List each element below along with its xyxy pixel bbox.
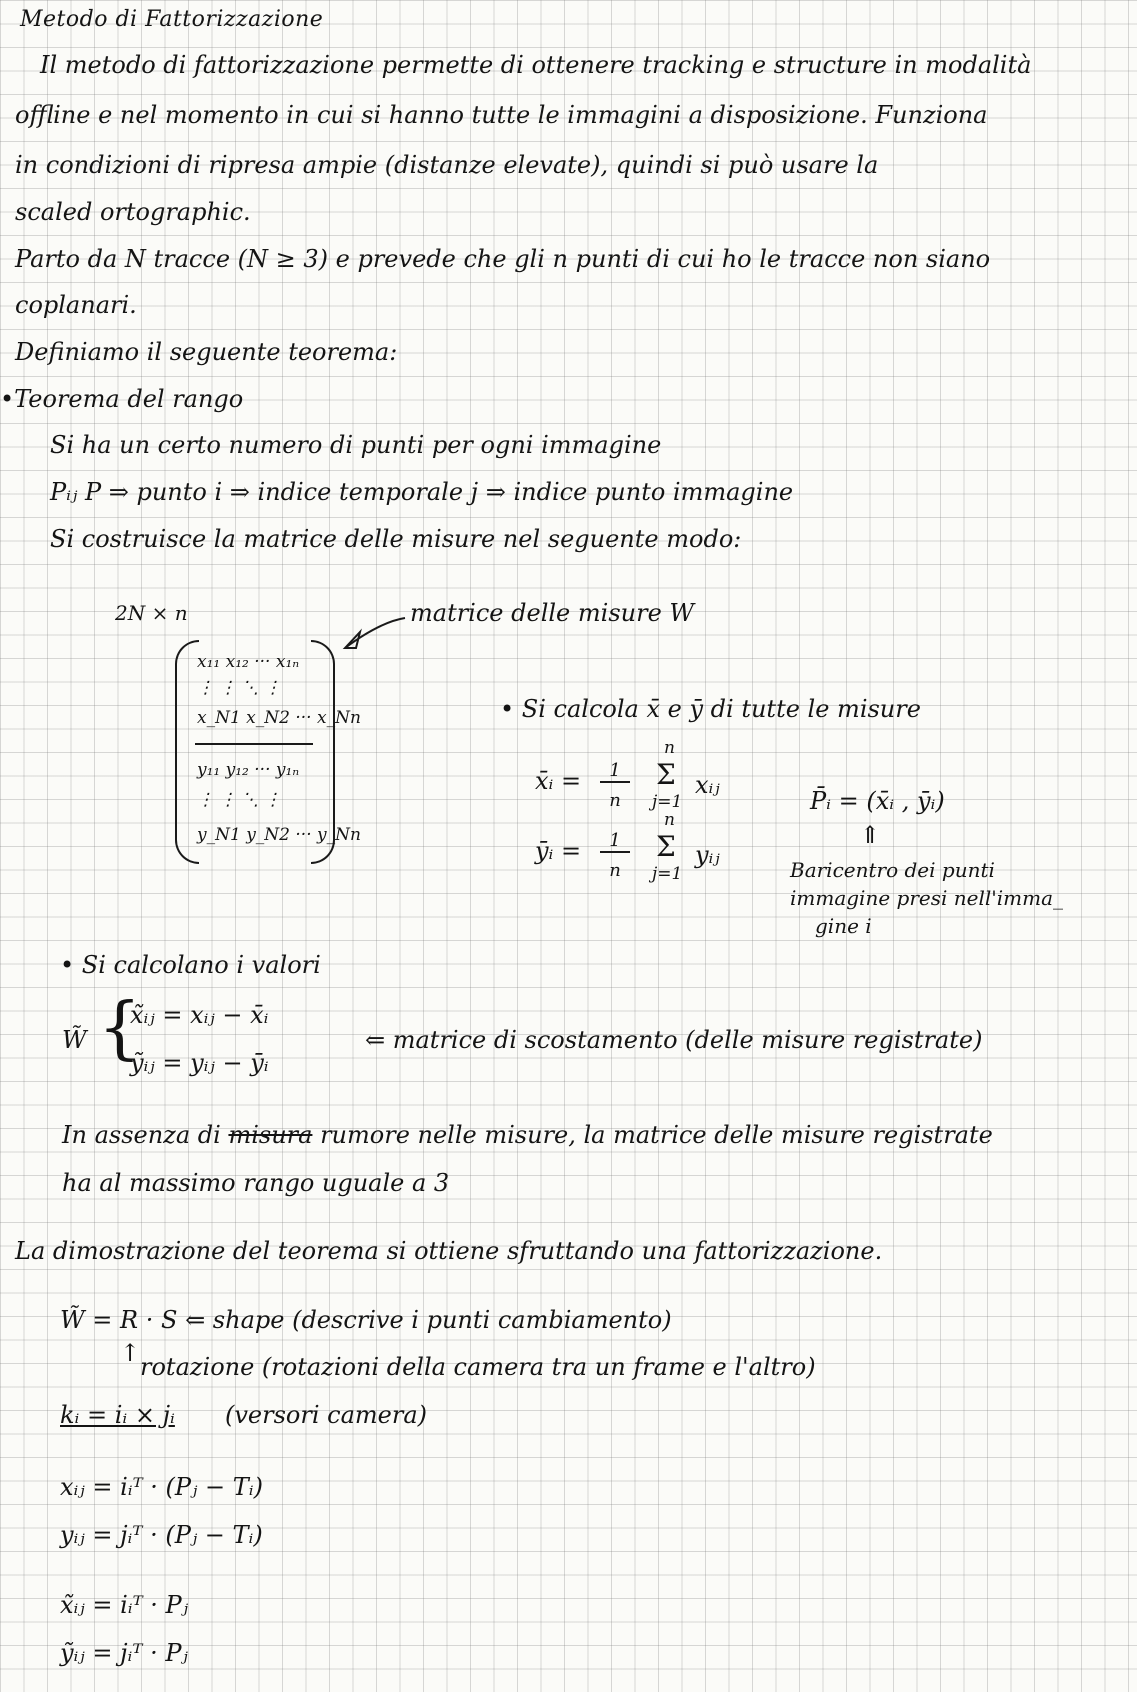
mean-y-frac-num: 1 [600,830,630,853]
mean-x-sum-top: n [664,738,675,758]
centroid-note-1: Baricentro dei punti [790,858,995,882]
theorem-line-3: Si costruisce la matrice delle misure nel seguente modo: [50,525,742,553]
mean-bullet: • Si calcola x̄ e ȳ di tutte le misure [500,695,921,723]
mean-y-sum-bottom: j=1 [652,864,683,884]
matrix-row-y-dots: ⋮ ⋮ ⋱ ⋮ [197,790,282,810]
matrix-row-y-first: y₁₁ y₁₂ ··· y₁ₙ [197,760,300,780]
mean-y-sigma: Σ [656,830,676,863]
matrix-row-x-dots: ⋮ ⋮ ⋱ ⋮ [197,678,282,698]
proof-intro: La dimostrazione del teorema si ottiene sfruttando una fattorizzazione. [15,1237,883,1265]
proof-arrow: ↑ [120,1339,141,1367]
mean-x-frac-num: 1 [600,760,630,783]
values-note: ⇐ matrice di scostamento (delle misure registrate) [365,1026,983,1054]
mean-x-sum-bottom: j=1 [652,792,683,812]
proof-rotation: rotazione (rotazioni della camera tra un frame e l'altro) [140,1353,816,1381]
matrix-row-y-last: y_N1 y_N2 ··· y_Nn [197,825,361,845]
intro-line-6: coplanari. [15,291,137,319]
mean-x-sigma: Σ [656,758,676,791]
intro-line-3: in condizioni di ripresa ampie (distanze elevate), quindi si può usare la [15,151,879,179]
rank-line-1: In assenza di misura rumore nelle misure, la matrice delle misure registrate [62,1121,993,1149]
theorem-line-2: Pᵢⱼ P ⇒ punto i ⇒ indice temporale j ⇒ indice punto immagine [50,478,794,506]
intro-line-5: Parto da N tracce (N ≥ 3) e prevede che gli n punti di cui ho le tracce non siano [15,245,991,273]
theorem-line-1: Si ha un certo numero di punti per ogni immagine [50,431,662,459]
proof-y: yᵢⱼ = jᵢᵀ · (Pⱼ − Tᵢ) [60,1521,263,1549]
intro-line-4: scaled ortographic. [15,198,251,226]
proof-x-tilde: x̃ᵢⱼ = iᵢᵀ · Pⱼ [60,1591,189,1619]
values-eq-x: x̃ᵢⱼ = xᵢⱼ − x̄ᵢ [130,1001,269,1029]
matrix-row-x-last: x_N1 x_N2 ··· x_Nn [197,708,361,728]
mean-y-frac-den: n [609,860,621,881]
page-title: Metodo di Fattorizzazione [20,7,324,32]
proof-k-note: (versori camera) [225,1401,427,1429]
proof-factorization: W̃ = R · S ⇐ shape (descrive i punti cambiamento) [60,1306,672,1334]
rank-line-2: ha al massimo rango uguale a 3 [62,1169,450,1197]
proof-x: xᵢⱼ = iᵢᵀ · (Pⱼ − Tᵢ) [60,1473,263,1501]
values-eq-y: ỹᵢⱼ = yᵢⱼ − ȳᵢ [130,1049,269,1077]
centroid-note-3: gine i [815,914,872,938]
mean-x-frac-den: n [609,790,621,811]
proof-y-tilde: ỹᵢⱼ = jᵢᵀ · Pⱼ [60,1639,188,1667]
centroid-arrow: ⇑ [860,821,881,849]
intro-line-7: Definiamo il seguente teorema: [15,338,398,366]
matrix-row-x-first: x₁₁ x₁₂ ··· x₁ₙ [197,652,300,672]
values-w-tilde: W̃ [62,1026,87,1054]
mean-y-term: yᵢⱼ [695,841,720,869]
intro-line-2: offline e nel momento in cui si hanno tutte le immagini a disposizione. Funziona [15,101,988,129]
mean-y-sum-top: n [664,810,675,830]
mean-x-term: xᵢⱼ [695,771,720,799]
intro-line-1: Il metodo di fattorizzazione permette di ottenere tracking e structure in modalità [40,51,1032,79]
matrix-label: matrice delle misure W [410,599,695,627]
values-bullet: • Si calcolano i valori [60,951,321,979]
mean-y-lhs: ȳᵢ = [535,837,582,865]
values-brace: { [98,989,142,1068]
centroid-note-2: immagine presi nell'imma_ [790,886,1063,910]
mean-x-lhs: x̄ᵢ = [535,767,582,795]
centroid-definition: P̄ᵢ = (x̄ᵢ , ȳᵢ) [810,787,945,815]
matrix-dimensions: 2N × n [115,601,188,625]
theorem-heading: •Teorema del rango [0,385,244,413]
proof-k: kᵢ = iᵢ × jᵢ [60,1401,175,1429]
